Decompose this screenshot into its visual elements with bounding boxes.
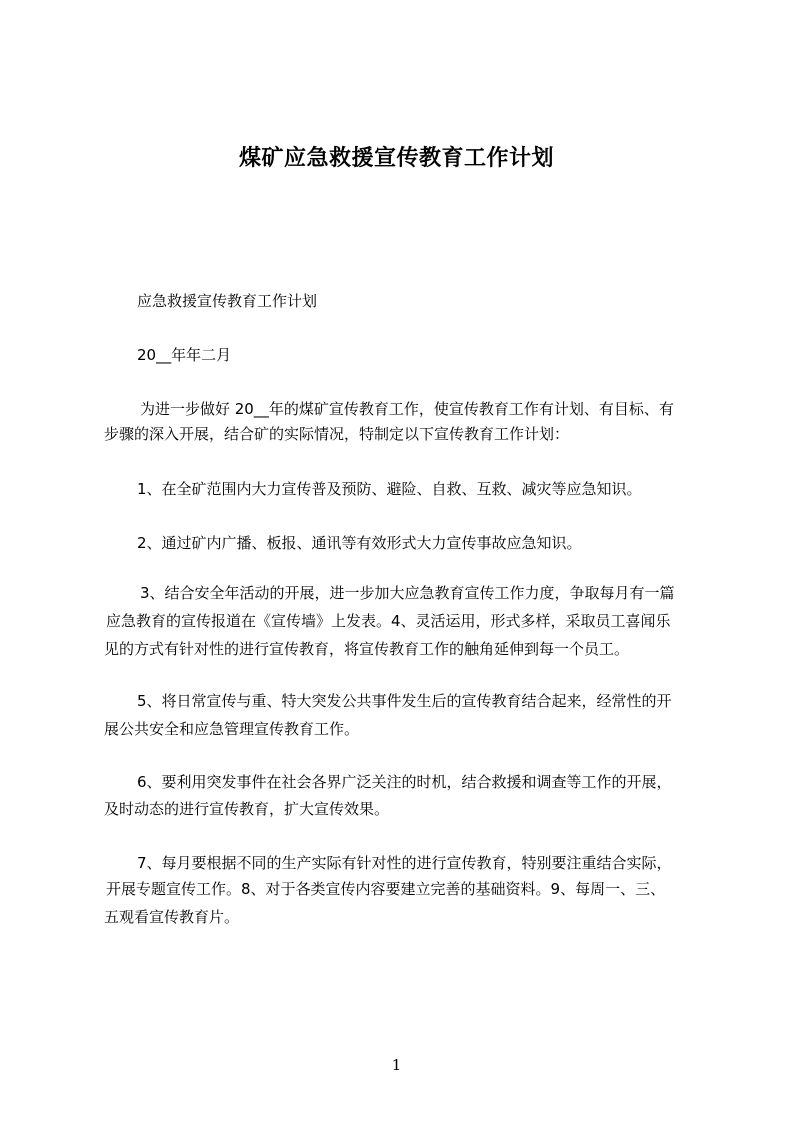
paragraph-line: 五观看宣传教育片。 xyxy=(104,908,240,926)
paragraph-line: 应急教育的宣传报道在《宣传墙》上发表。4、灵活运用，形式多样，采取员工喜闻乐 xyxy=(106,612,671,630)
paragraph-line: 2、通过矿内广播、板报、通讯等有效形式大力宣传事故应急知识。 xyxy=(137,534,582,552)
document-subtitle: 应急救援宣传教育工作计划 xyxy=(137,292,318,310)
paragraph-line: 步骤的深入开展，结合矿的实际情况，特制定以下宣传教育工作计划： xyxy=(104,425,570,443)
paragraph-line: 开展专题宣传工作。8、对于各类宣传内容要建立完善的基础资料。9、每周一、三、 xyxy=(106,880,666,898)
paragraph-line: 为进一步做好 20__年的煤矿宣传教育工作，使宣传教育工作有计划、有目标、有 xyxy=(140,400,674,418)
paragraph-line: 及时动态的进行宣传教育，扩大宣传效果。 xyxy=(104,800,390,818)
page-number: 1 xyxy=(391,1056,402,1074)
paragraph-line: 3、结合安全年活动的开展，进一步加大应急教育宣传工作力度，争取每月有一篇 xyxy=(140,584,675,602)
paragraph-line: 1、在全矿范围内大力宣传普及预防、避险、自救、互救、减灾等应急知识。 xyxy=(137,480,642,498)
paragraph-line: 展公共安全和应急管理宣传教育工作。 xyxy=(104,720,360,738)
document-date: 20__年年二月 xyxy=(137,346,232,364)
paragraph-line: 7、每月要根据不同的生产实际有针对性的进行宣传教育，特别要注重结合实际， xyxy=(137,854,672,872)
paragraph-line: 5、将日常宣传与重、特大突发公共事件发生后的宣传教育结合起来，经常性的开 xyxy=(137,692,672,710)
paragraph-line: 见的方式有针对性的进行宣传教育，将宣传教育工作的触角延伸到每一个员工。 xyxy=(104,640,630,658)
paragraph-line: 6、要利用突发事件在社会各界广泛关注的时机，结合救援和调查等工作的开展， xyxy=(137,773,672,791)
document-title: 煤矿应急救援宣传教育工作计划 xyxy=(238,146,554,171)
